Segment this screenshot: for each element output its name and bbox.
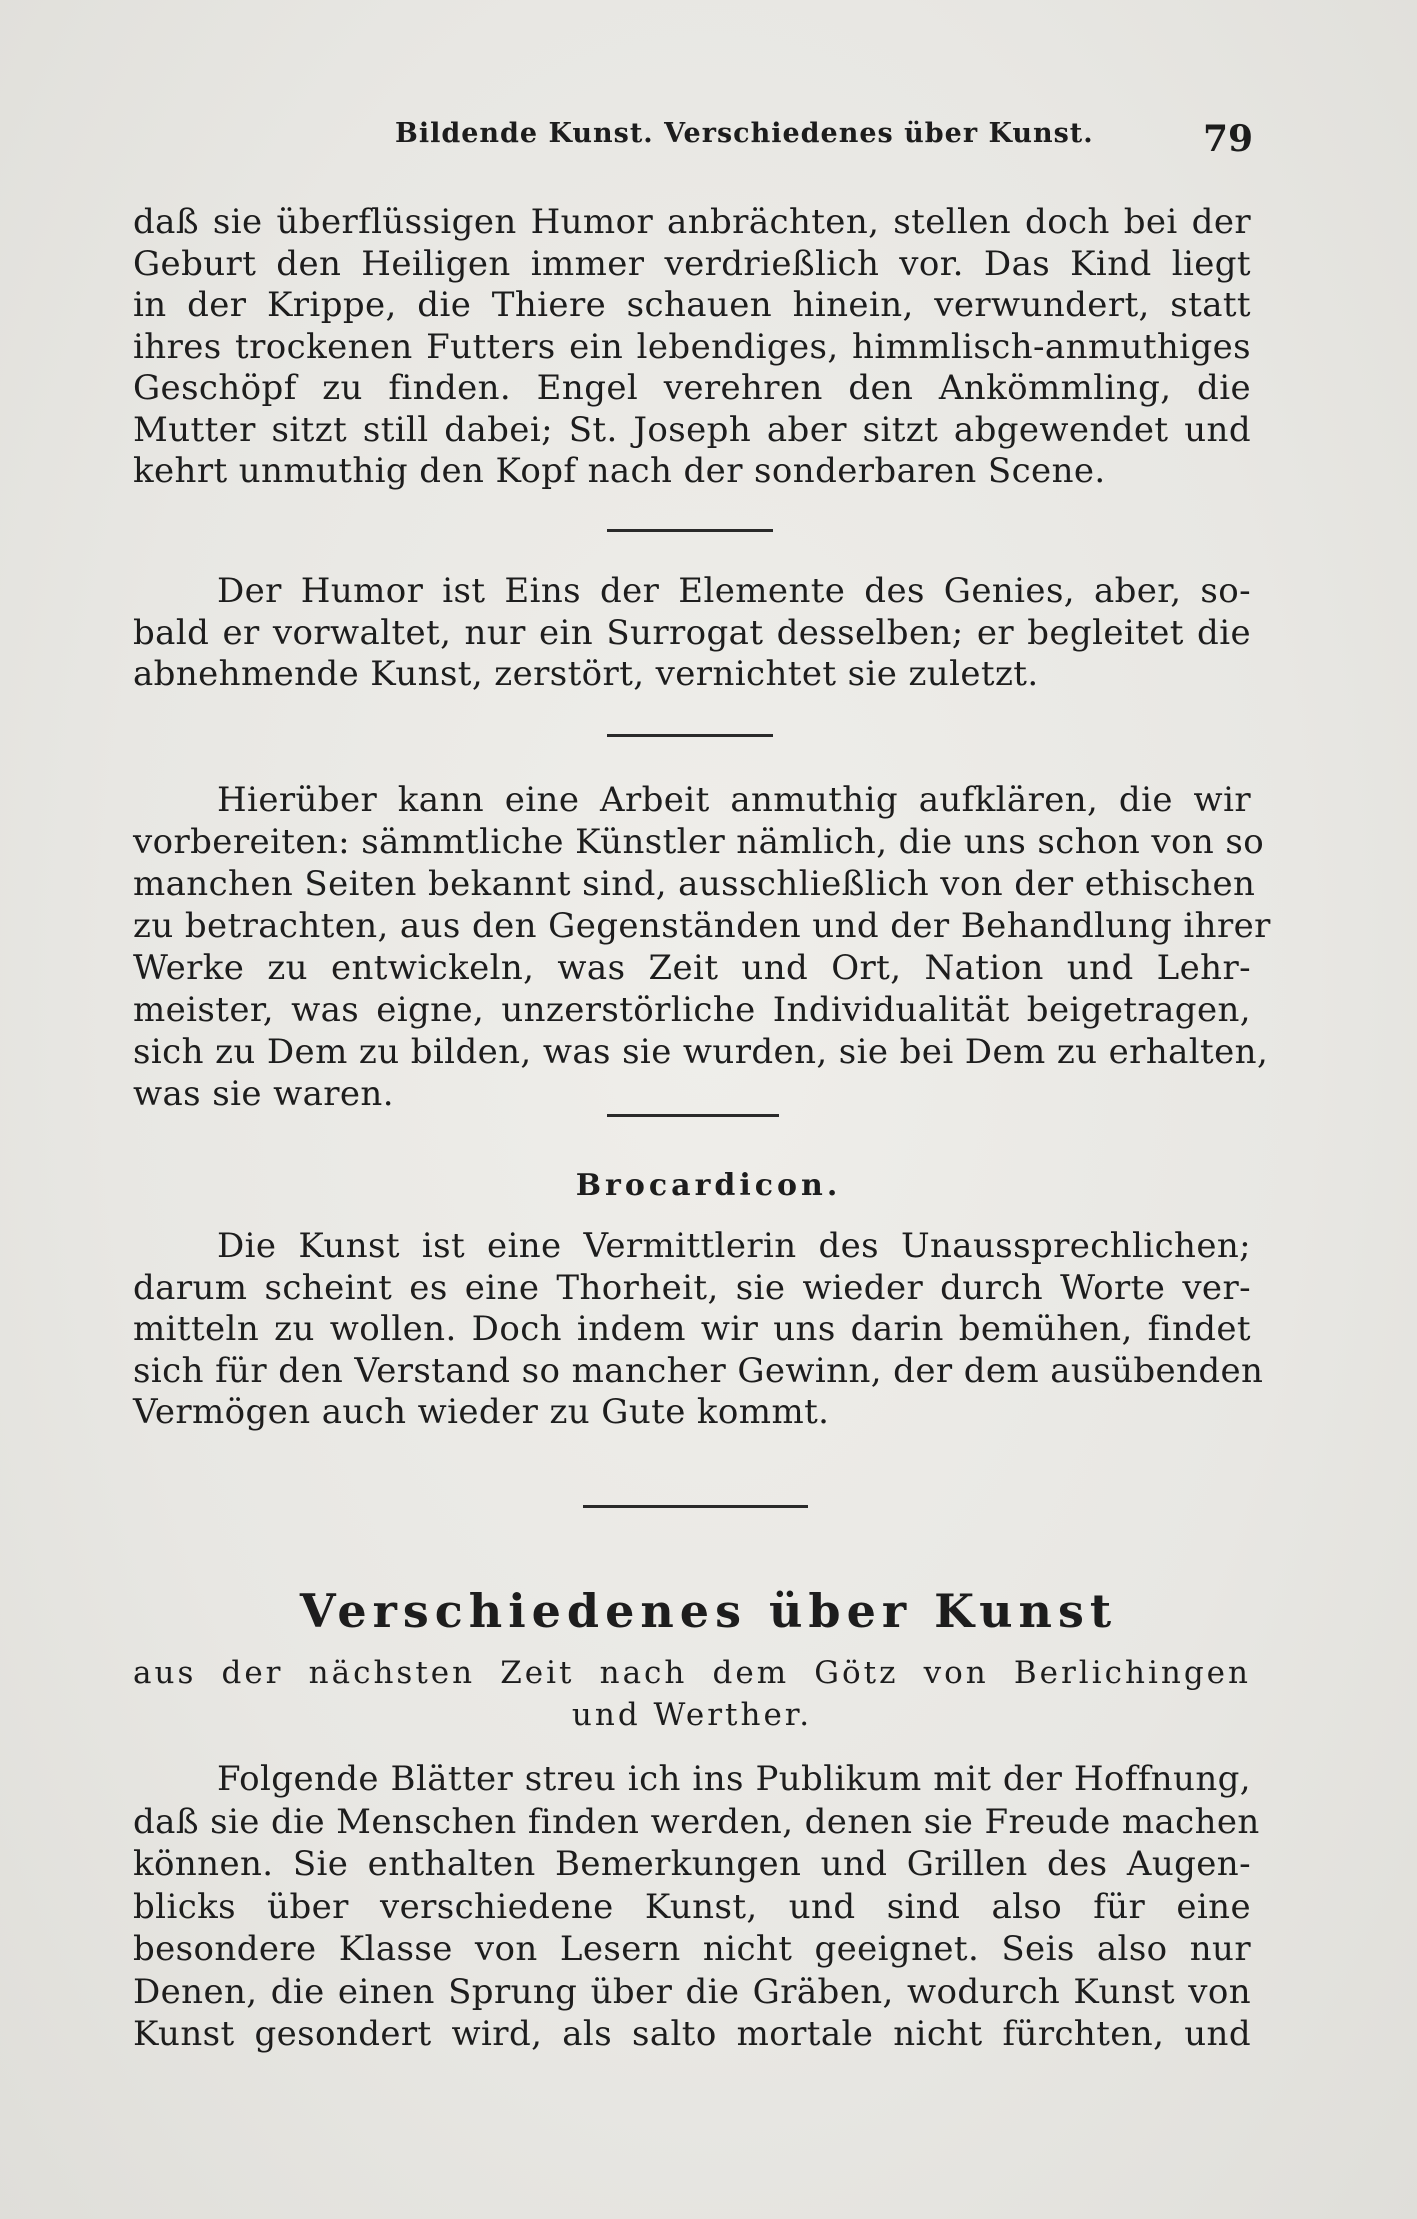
text-line: mitteln zu wollen. Doch indem wir uns darin bemühen, findet [133, 1309, 1251, 1349]
text-line: blicks über verschiedene Kunst, und sind also für eine [133, 1886, 1251, 1927]
text-line: in der Krippe, die Thiere schauen hinein, verwundert, statt [133, 285, 1251, 325]
text-line: besondere Klasse von Lesern nicht geeignet. Seis also nur [133, 1929, 1251, 1969]
text-line: ihres trockenen Futters ein lebendiges, himmlisch-anmuthiges [133, 326, 1251, 367]
subtitle-line: aus der nächsten Zeit nach dem Götz von Berlichingen [133, 1655, 1251, 1691]
text-line: Geschöpf zu finden. Engel verehren den Ankömmling, die [133, 368, 1251, 408]
paragraph-brocardicon [133, 1226, 1264, 1434]
text-line: darum scheint es eine Thorheit, sie wieder durch Worte ver- [133, 1267, 1251, 1308]
text-line: was sie waren. [133, 1074, 394, 1114]
page-number: 79 [1203, 118, 1254, 160]
text-line: vorbereiten: sämmtliche Künstler nämlich, die uns schon von so [133, 822, 1265, 862]
section-divider [607, 734, 773, 737]
text-line: Hierüber kann eine Arbeit anmuthig aufklären, die wir [217, 780, 1251, 820]
paragraph-humor-genius [133, 571, 1251, 696]
section-divider [607, 529, 773, 532]
text-line: meister, was eigne, unzerstörliche Individualität beigetragen, [133, 990, 1251, 1030]
paragraph-preface [133, 1758, 1260, 2056]
text-line: Kunst gesondert wird, als salto mortale nicht fürchten, und [133, 2014, 1251, 2054]
text-line: daß sie überflüssigen Humor anbrächten, stellen doch bei der [133, 202, 1251, 242]
section-divider [607, 1114, 779, 1117]
section-title: Verschiedenes über Kunst [299, 1584, 1118, 1638]
running-head: Bildende Kunst. Verschiedenes über Kunst. [395, 118, 1094, 149]
text-line: bald er vorwaltet, nur ein Surrogat desselben; er begleitet die [133, 612, 1251, 653]
text-line: daß sie die Menschen finden werden, denen sie Freude machen [133, 1801, 1260, 1842]
text-line: Die Kunst ist eine Vermittlerin des Unaussprechlichen; [217, 1226, 1251, 1266]
text-line: können. Sie enthalten Bemerkungen und Grillen des Augen- [133, 1844, 1251, 1884]
text-line: Mutter sitzt still dabei; St. Joseph aber sitzt abgewendet und [133, 409, 1251, 450]
section-divider [583, 1505, 808, 1508]
paragraph-humor-nativity [133, 202, 1251, 493]
text-line: Denen, die einen Sprung über die Gräben, wodurch Kunst von [133, 1971, 1251, 2012]
text-line: Geburt den Heiligen immer verdrießlich vor. Das Kind liegt [133, 243, 1251, 284]
text-line: abnehmende Kunst, zerstört, vernichtet sie zuletzt. [133, 654, 1039, 694]
text-line: sich für den Verstand so mancher Gewinn, der dem ausübenden [133, 1350, 1264, 1391]
text-line: manchen Seiten bekannt sind, ausschließlich von der ethischen [133, 864, 1256, 904]
text-line: Folgende Blätter streu ich ins Publikum mit der Hoffnung, [217, 1759, 1251, 1799]
text-line: Der Humor ist Eins der Elemente des Genies, aber, so- [217, 571, 1251, 611]
text-line: Werke zu entwickeln, was Zeit und Ort, Nation und Lehr- [133, 948, 1251, 988]
section-subtitle [133, 1652, 1251, 1736]
text-line: kehrt unmuthig den Kopf nach der sonderbaren Scene. [133, 451, 1106, 491]
brocardicon-title: Brocardicon. [575, 1168, 842, 1203]
subtitle-line: und Werther. [571, 1697, 813, 1733]
text-line: sich zu Dem zu bilden, was sie wurden, sie bei Dem zu erhalten, [133, 1032, 1269, 1072]
paragraph-artists-study [133, 779, 1271, 1115]
text-line: zu betrachten, aus den Gegenständen und der Behandlung ihrer [133, 906, 1271, 946]
text-line: Vermögen auch wieder zu Gute kommt. [133, 1392, 830, 1432]
